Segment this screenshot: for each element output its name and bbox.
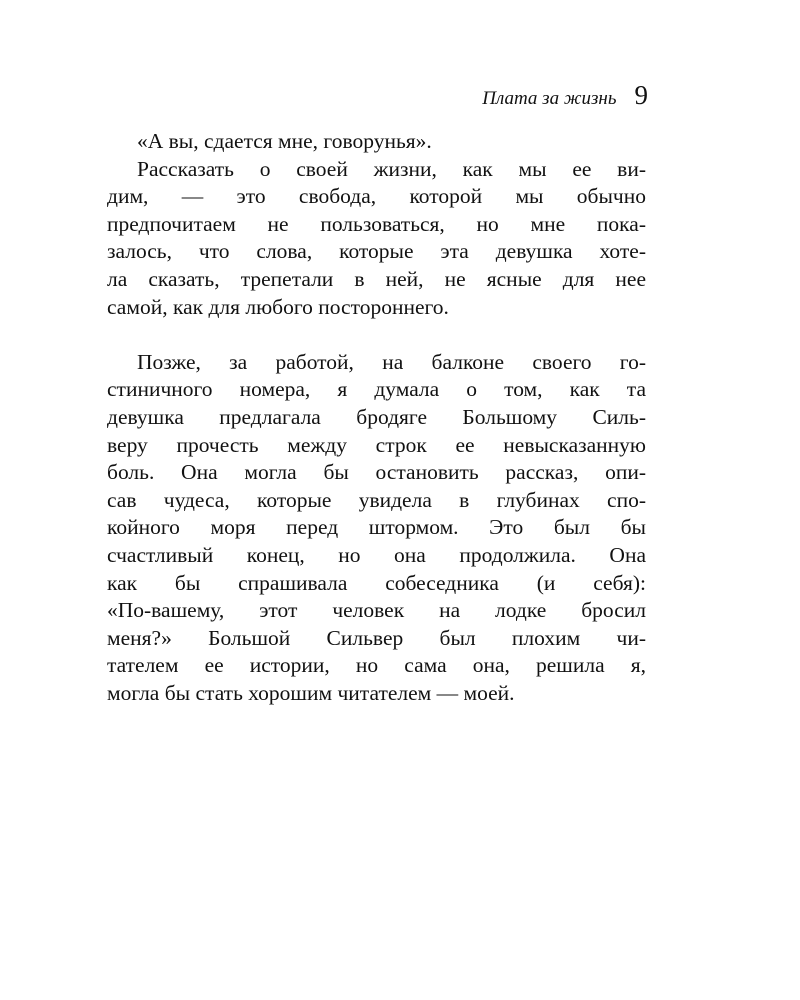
text-line: сав чудеса, которые увидела в глубинах спо- [107, 487, 646, 512]
text-line: «По-вашему, этот человек на лодке бросил [107, 598, 646, 623]
text-line: боль. Она могла бы остановить рассказ, опи- [107, 460, 646, 485]
running-head [482, 80, 648, 111]
body-text [107, 128, 646, 707]
text-line: стиничного номера, я думала о том, как та [107, 377, 646, 402]
text-line: самой, как для любого постороннего. [107, 294, 449, 319]
running-title: Плата за жизнь [482, 88, 617, 109]
text-line: Рассказать о своей жизни, как мы ее ви- [137, 156, 646, 181]
text-line: могла бы стать хорошим читателем — моей. [107, 680, 515, 705]
text-line: койного моря перед штормом. Это был бы [107, 515, 646, 540]
text-line: тателем ее истории, но сама она, решила я, [107, 653, 646, 678]
text-line: счастливый конец, но она продолжила. Она [107, 542, 646, 567]
text-line: веру прочесть между строк ее невысказанную [107, 432, 646, 457]
text-line: меня?» Большой Сильвер был плохим чи- [107, 625, 646, 650]
text-line: ла сказать, трепетали в ней, не ясные для нее [107, 266, 646, 291]
text-line: залось, что слова, которые эта девушка хоте- [107, 239, 646, 264]
text-line: девушка предлагала бродяге Большому Силь- [107, 404, 646, 429]
text-line: «А вы, сдается мне, говорунья». [137, 129, 432, 153]
text-line: как бы спрашивала собеседника (и себя): [107, 570, 646, 595]
text-line: предпочитаем не пользоваться, но мне пока- [107, 211, 646, 236]
page-number: 9 [634, 80, 648, 110]
text-line: дим, — это свобода, которой мы обычно [107, 184, 646, 209]
text-line: Позже, за работой, на балконе своего го- [137, 349, 646, 374]
paragraph-gap [107, 321, 646, 349]
